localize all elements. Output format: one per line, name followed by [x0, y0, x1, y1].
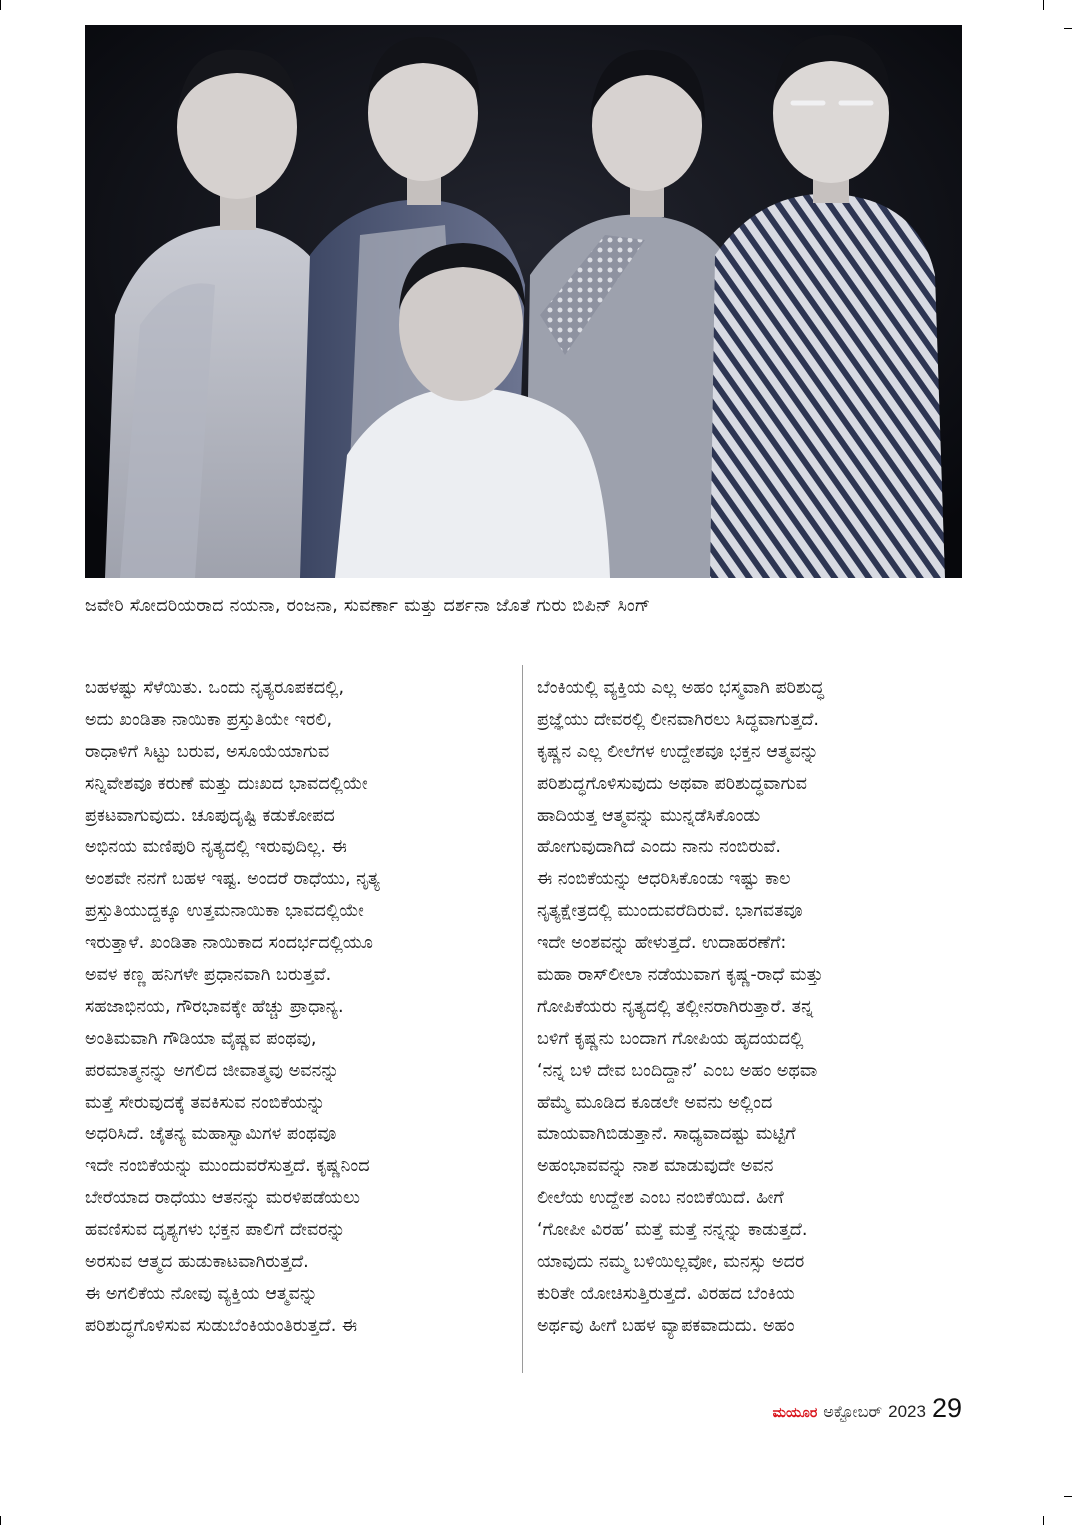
crop-mark-bottom-left [0, 1516, 1, 1525]
article-line: ಬಳಿಗೆ ಕೃಷ್ಣನು ಬಂದಾಗ ಗೋಪಿಯ ಹೃದಯದಲ್ಲಿ [537, 1028, 804, 1049]
article-line: ಸನ್ನಿವೇಶವೂ ಕರುಣೆ ಮತ್ತು ದುಃಖದ ಭಾವದಲ್ಲಿಯೇ [85, 773, 368, 794]
photo-caption: ಜವೇರಿ ಸೋದರಿಯರಾದ ನಯನಾ, ರಂಜನಾ, ಸುವರ್ಣಾ ಮತ್ತು ದರ್ಶನಾ ಜೊತೆ ಗುರು ಬಿಪಿನ್ ಸಿಂಗ್ [85, 596, 651, 616]
article-line: ಈ ಅಗಲಿಕೆಯ ನೋವು ವ್ಯಕ್ತಿಯ ಆತ್ಮವನ್ನು [85, 1283, 318, 1304]
article-line: ಅದು ಖಂಡಿತಾ ನಾಯಿಕಾ ಪ್ರಸ್ತುತಿಯೇ ಇರಲಿ, [85, 709, 333, 730]
issue-month: ಅಕ್ಟೋಬರ್ [823, 1402, 883, 1421]
crop-mark-bottom-right [1043, 1516, 1044, 1525]
group-portrait-illustration [85, 25, 962, 578]
article-line: ಕೃಷ್ಣನ ಎಲ್ಲ ಲೀಲೆಗಳ ಉದ್ದೇಶವೂ ಭಕ್ತನ ಆತ್ಮವನ್ನು [537, 741, 819, 762]
article-line: ಬಹಳಷ್ಟು ಸೆಳೆಯಿತು. ಒಂದು ನೃತ್ಯರೂಪಕದಲ್ಲಿ, [85, 678, 345, 698]
article-line: ಮತ್ತೆ ಸೇರುವುದಕ್ಕೆ ತವಕಿಸುವ ನಂಬಿಕೆಯನ್ನು [85, 1092, 326, 1113]
article-line: ಯಾವುದು ನಮ್ಮ ಬಳಿಯಿಲ್ಲವೋ, ಮನಸ್ಸು ಅದರ [537, 1252, 805, 1273]
article-line: ಪರಮಾತ್ಮನನ್ನು ಅಗಲಿದ ಜೀವಾತ್ಮವು ಅವನನ್ನು [85, 1060, 340, 1081]
article-line: ಹಾದಿಯತ್ತ ಆತ್ಮವನ್ನು ಮುನ್ನಡೆಸಿಕೊಂಡು [537, 805, 761, 826]
magazine-brand-logo: ಮಯೂರ [772, 1405, 818, 1421]
article-line: ಬೆಂಕಿಯಲ್ಲಿ ವ್ಯಕ್ತಿಯ ಎಲ್ಲ ಅಹಂ ಭಸ್ಮವಾಗಿ ಪರಿಶುದ್ಧ [537, 678, 824, 698]
article-line: ಅಹಂಭಾವವನ್ನು ನಾಶ ಮಾಡುವುದೇ ಅವನ [537, 1156, 774, 1177]
article-line: ಪ್ರಕಟವಾಗುವುದು. ಚೂಪುದೃಷ್ಟಿ ಕಡುಕೋಪದ [85, 805, 335, 826]
crop-mark-top-right [1043, 0, 1044, 10]
article-line: ಇರುತ್ತಾಳೆ. ಖಂಡಿತಾ ನಾಯಿಕಾದ ಸಂದರ್ಭದಲ್ಲಿಯೂ [85, 933, 373, 954]
article-line: ಪರಿಶುದ್ಧಗೊಳಿಸುವ ಸುಡುಬೆಂಕಿಯಂತಿರುತ್ತದೆ. ಈ [85, 1315, 358, 1336]
group-portrait-photo [85, 25, 962, 578]
article-line: ಇದೇ ನಂಬಿಕೆಯನ್ನು ಮುಂದುವರೆಸುತ್ತದೆ. ಕೃಷ್ಣನಿಂದ [85, 1156, 370, 1177]
article-line: ಅರ್ಥವು ಹೀಗೆ ಬಹಳ ವ್ಯಾಪಕವಾದುದು. ಅಹಂ [537, 1315, 795, 1336]
article-line: ಅಭಿನಯ ಮಣಿಪುರಿ ನೃತ್ಯದಲ್ಲಿ ಇರುವುದಿಲ್ಲ. ಈ [85, 837, 347, 858]
article-line: ‘ಗೋಪೀ ವಿರಹ’ ಮತ್ತೆ ಮತ್ತೆ ನನ್ನನ್ನು ಕಾಡುತ್ತದೆ. [537, 1220, 808, 1241]
article-line: ಅಂಶವೇ ನನಗೆ ಬಹಳ ಇಷ್ಟ. ಅಂದರೆ ರಾಧೆಯು, ನೃತ್ಯ [85, 869, 380, 890]
article-column-right [537, 673, 962, 1343]
page-number: 29 [931, 1393, 962, 1423]
article-line: ಅಧರಿಸಿದೆ. ಚೈತನ್ಯ ಮಹಾಸ್ವಾಮಿಗಳ ಪಂಥವೂ [85, 1124, 337, 1145]
article-column-left [85, 673, 510, 1343]
article-line: ಬೇರೆಯಾದ ರಾಧೆಯು ಆತನನ್ನು ಮರಳಿಪಡೆಯಲು [85, 1188, 361, 1209]
article-line: ಅವಳ ಕಣ್ಣ ಹನಿಗಳೇ ಪ್ರಧಾನವಾಗಿ ಬರುತ್ತವೆ. [85, 965, 332, 986]
article-line: ಇದೇ ಅಂಶವನ್ನು ಹೇಳುತ್ತದೆ. ಉದಾಹರಣೆಗೆ: [537, 933, 787, 954]
article-line: ರಾಧಾಳಿಗೆ ಸಿಟ್ಟು ಬರುವ, ಅಸೂಯೆಯಾಗುವ [85, 741, 330, 762]
page-footer [773, 1393, 962, 1427]
article-line: ಹವಣಿಸುವ ದೃಶ್ಯಗಳು ಭಕ್ತನ ಪಾಲಿಗೆ ದೇವರನ್ನು [85, 1220, 346, 1241]
article-line: ಪ್ರಸ್ತುತಿಯುದ್ದಕ್ಕೂ ಉತ್ತಮನಾಯಿಕಾ ಭಾವದಲ್ಲಿಯೇ [85, 901, 364, 922]
article-line: ಸಹಜಾಭಿನಯ, ಗೌರಭಾವಕ್ಕೇ ಹೆಚ್ಚು ಪ್ರಾಧಾನ್ಯ. [85, 996, 344, 1017]
article-line: ಲೀಲೆಯ ಉದ್ದೇಶ ಎಂಬ ನಂಬಿಕೆಯಿದೆ. ಹೀಗೆ [537, 1188, 784, 1209]
article-line: ಗೋಪಿಕೆಯರು ನೃತ್ಯದಲ್ಲಿ ತಲ್ಲೀನರಾಗಿರುತ್ತಾರೆ. ತನ್ನ [537, 996, 814, 1017]
article-line: ನೃತ್ಯಕ್ಷೇತ್ರದಲ್ಲಿ ಮುಂದುವರೆದಿರುವೆ. ಭಾಗವತವೂ [537, 901, 803, 922]
article-line: ಮಾಯವಾಗಿಬಿಡುತ್ತಾನೆ. ಸಾಧ್ಯವಾದಷ್ಟು ಮಟ್ಟಿಗೆ [537, 1124, 796, 1145]
crop-mark-top-left [0, 0, 1, 10]
article-line: ಅರಸುವ ಆತ್ಮದ ಹುಡುಕಾಟವಾಗಿರುತ್ತದೆ. [85, 1252, 309, 1273]
crop-mark-right-upper [1064, 28, 1072, 29]
article-line: ಪ್ರಜ್ಞೆಯು ದೇವರಲ್ಲಿ ಲೀನವಾಗಿರಲು ಸಿದ್ಧವಾಗುತ್ತದೆ. [537, 709, 820, 730]
article-line: ಕುರಿತೇ ಯೋಚಿಸುತ್ತಿರುತ್ತದೆ. ವಿರಹದ ಬೆಂಕಿಯ [537, 1283, 795, 1304]
crop-mark-right-lower [1064, 1496, 1072, 1497]
column-divider [522, 665, 523, 1373]
article-line: ಮಹಾ ರಾಸ್‌ಲೀಲಾ ನಡೆಯುವಾಗ ಕೃಷ್ಣ-ರಾಧೆ ಮತ್ತು [537, 965, 824, 986]
article-line: ‘ನನ್ನ ಬಳಿ ದೇವ ಬಂದಿದ್ದಾನೆ’ ಎಂಬ ಅಹಂ ಅಥವಾ [537, 1060, 818, 1081]
article-line: ಹೆಮ್ಮೆ ಮೂಡಿದ ಕೂಡಲೇ ಅವನು ಅಲ್ಲಿಂದ [537, 1092, 773, 1113]
article-line: ಪರಿಶುದ್ಧಗೊಳಿಸುವುದು ಅಥವಾ ಪರಿಶುದ್ಧವಾಗುವ [537, 773, 808, 794]
issue-year: 2023 [888, 1402, 926, 1421]
article-line: ಈ ನಂಬಿಕೆಯನ್ನು ಆಧರಿಸಿಕೊಂಡು ಇಷ್ಟು ಕಾಲ [537, 869, 791, 890]
article-line: ಅಂತಿಮವಾಗಿ ಗೌಡಿಯಾ ವೈಷ್ಣವ ಪಂಥವು, [85, 1028, 317, 1049]
article-line: ಹೋಗುವುದಾಗಿದೆ ಎಂದು ನಾನು ನಂಬಿರುವೆ. [537, 837, 782, 858]
